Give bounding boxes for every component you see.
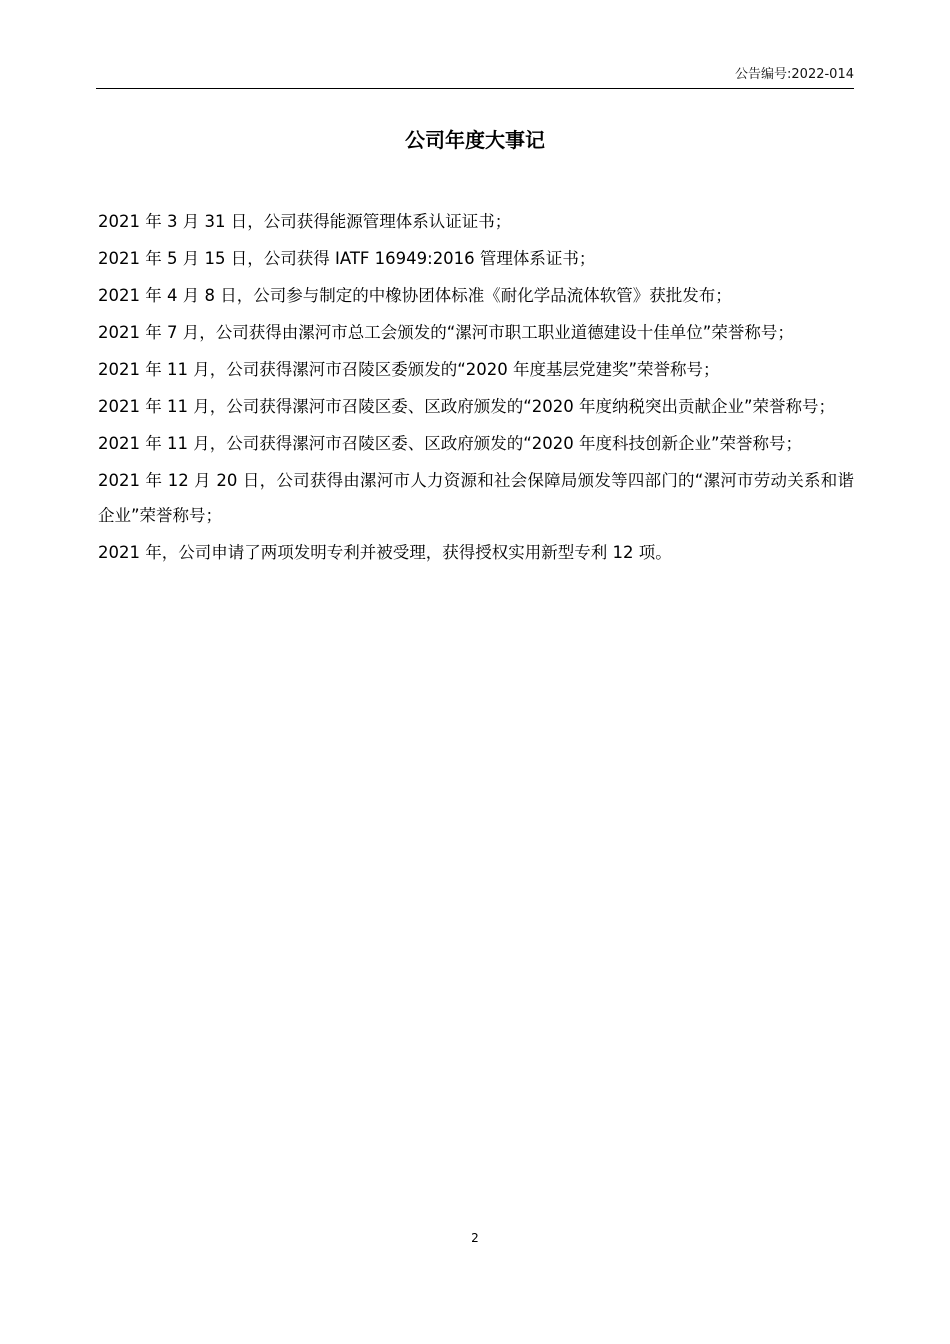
announcement-code: 公告编号:2022-014	[735, 67, 854, 82]
event-item: 2021 年 7 月，公司获得由漯河市总工会颁发的“漯河市职工职业道德建设十佳单位”荣誉称号；	[98, 323, 794, 342]
header-divider	[96, 88, 854, 89]
event-item: 2021 年，公司申请了两项发明专利并被受理，获得授权实用新型专利 12 项。	[98, 543, 672, 562]
event-list	[98, 204, 854, 572]
event-item: 2021 年 3 月 31 日，公司获得能源管理体系认证证书；	[98, 212, 512, 231]
event-item: 2021 年 12 月 20 日，公司获得由漯河市人力资源和社会保障局颁发等四部门的“漯河市劳动关系和谐企业”荣誉称号；	[98, 471, 854, 525]
page-number: 2	[471, 1231, 479, 1245]
event-item: 2021 年 11 月，公司获得漯河市召陵区委、区政府颁发的“2020 年度纳税突出贡献企业”荣誉称号；	[98, 397, 836, 416]
event-item: 2021 年 4 月 8 日，公司参与制定的中橡协团体标准《耐化学品流体软管》获批发布；	[98, 286, 732, 305]
event-item: 2021 年 5 月 15 日，公司获得 IATF 16949:2016 管理体系证书；	[98, 249, 596, 268]
event-item: 2021 年 11 月，公司获得漯河市召陵区委颁发的“2020 年度基层党建奖”荣誉称号；	[98, 360, 720, 379]
page-title: 公司年度大事记	[405, 128, 545, 152]
event-item: 2021 年 11 月，公司获得漯河市召陵区委、区政府颁发的“2020 年度科技创新企业”荣誉称号；	[98, 434, 803, 453]
